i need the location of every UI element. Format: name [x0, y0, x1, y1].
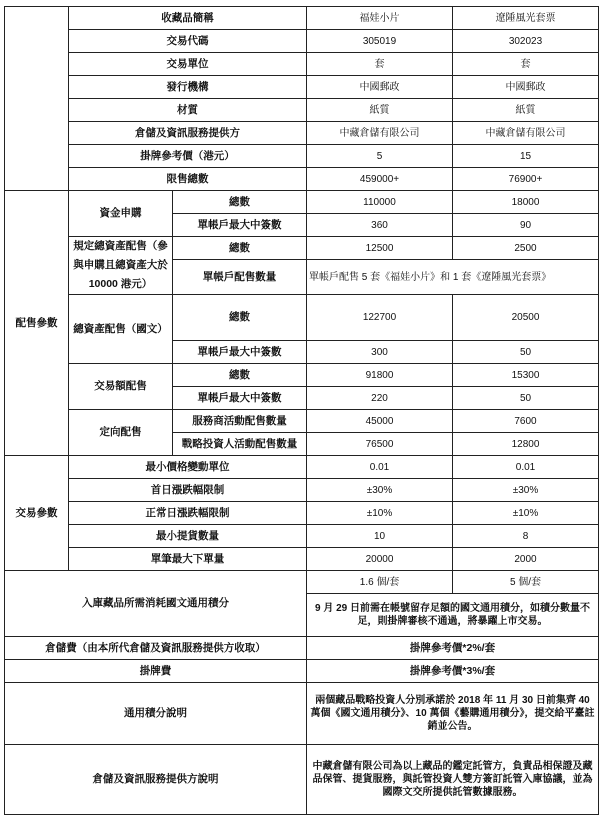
material-2: 紙質 [453, 99, 599, 122]
specified-qty-text: 單帳戶配售 5 套《福娃小片》和 1 套《遼陲風光套票》 [307, 260, 599, 295]
table-row [5, 525, 599, 548]
listing-fee-label: 掛牌費 [5, 660, 307, 683]
storage-provider-2: 中藏倉儲有限公司 [453, 122, 599, 145]
trading-volume-label: 交易額配售 [69, 364, 173, 410]
capital-max-2: 90 [453, 214, 599, 237]
material-1: 紙質 [307, 99, 453, 122]
listing-fee-value: 掛牌參考價*3%/套 [307, 660, 599, 683]
table-row [5, 410, 599, 433]
table-row [5, 237, 599, 260]
table-row [5, 295, 599, 341]
header-row [5, 7, 599, 30]
normal-day-limit-label: 正常日漲跌幅限制 [69, 502, 307, 525]
trading-volume-max-1: 220 [307, 387, 453, 410]
table-row [5, 76, 599, 99]
table-row [5, 637, 599, 660]
normal-day-limit-1: ±10% [307, 502, 453, 525]
table-row [5, 30, 599, 53]
table-row [5, 145, 599, 168]
storage-provider-label: 倉儲及資訊服務提供方 [69, 122, 307, 145]
min-tick-2: 0.01 [453, 456, 599, 479]
table-row [5, 660, 599, 683]
capital-subscription-label: 資金申購 [69, 191, 173, 237]
trading-volume-max-2: 50 [453, 387, 599, 410]
table-row [5, 99, 599, 122]
storage-provider-1: 中藏倉儲有限公司 [307, 122, 453, 145]
table-row [5, 364, 599, 387]
trading-volume-total-2: 15300 [453, 364, 599, 387]
normal-day-limit-2: ±10% [453, 502, 599, 525]
guowen-points-1: 1.6 個/套 [307, 571, 453, 594]
issuer-2: 中國郵政 [453, 76, 599, 99]
table-row [5, 53, 599, 76]
table-row [5, 683, 599, 745]
storage-fee-label: 倉儲費（由本所代倉儲及資訊服務提供方收取） [5, 637, 307, 660]
reference-price-2: 15 [453, 145, 599, 168]
allocation-section-label: 配售參數 [5, 191, 69, 456]
trading-section-label: 交易參數 [5, 456, 69, 571]
provider-explanation-text: 中藏倉儲有限公司為以上藏品的鑑定託管方，負責品相保證及藏品保管、提貨服務，與託管投資人雙方簽訂託管入庫協議，並為國際文交所提供託管數據服務。 [307, 745, 599, 815]
table-row [5, 745, 599, 815]
trading-code-2: 302023 [453, 30, 599, 53]
table-row [5, 456, 599, 479]
basic-info-left-cell [5, 7, 69, 191]
max-order-1: 20000 [307, 548, 453, 571]
guowen-points-note: 9 月 29 日前需在帳號留存足額的國文通用積分，如積分數量不足，則掛牌審核不通過，將暴躍上市交易。 [307, 594, 599, 637]
directed-service-2: 7600 [453, 410, 599, 433]
restricted-total-label: 限售總數 [69, 168, 307, 191]
trading-unit-1: 套 [307, 53, 453, 76]
guowen-points-label: 入庫藏品所需消耗國文通用積分 [5, 571, 307, 637]
min-pickup-2: 8 [453, 525, 599, 548]
specified-total-2: 2500 [453, 237, 599, 260]
issuer-label: 發行機構 [69, 76, 307, 99]
table-row [5, 122, 599, 145]
total-assets-label: 總資產配售（國文） [69, 295, 173, 364]
first-day-limit-2: ±30% [453, 479, 599, 502]
restricted-total-2: 76900+ [453, 168, 599, 191]
specified-total-label: 總數 [173, 237, 307, 260]
guowen-points-2: 5 個/套 [453, 571, 599, 594]
directed-label: 定向配售 [69, 410, 173, 456]
total-assets-max-2: 50 [453, 341, 599, 364]
total-assets-max-1: 300 [307, 341, 453, 364]
max-order-label: 單筆最大下單量 [69, 548, 307, 571]
first-day-limit-1: ±30% [307, 479, 453, 502]
total-assets-total-label: 總數 [173, 295, 307, 341]
trading-volume-total-label: 總數 [173, 364, 307, 387]
storage-fee-value: 掛牌參考價*2%/套 [307, 637, 599, 660]
listing-parameters-table [4, 6, 599, 815]
reference-price-1: 5 [307, 145, 453, 168]
directed-strategic-2: 12800 [453, 433, 599, 456]
directed-service-label: 服務商活動配售數量 [173, 410, 307, 433]
points-explanation-text: 兩個藏品戰略投資人分別承諾於 2018 年 11 月 30 日前集齊 40 萬個《國文通用積分》、10 萬個《藝購通用積分》，提交給平臺註銷並公告。 [307, 683, 599, 745]
capital-max-1: 360 [307, 214, 453, 237]
capital-total-2: 18000 [453, 191, 599, 214]
min-pickup-label: 最小提貨數量 [69, 525, 307, 548]
restricted-total-1: 459000+ [307, 168, 453, 191]
points-explanation-label: 通用積分說明 [5, 683, 307, 745]
total-assets-total-1: 122700 [307, 295, 453, 341]
table-row [5, 571, 599, 594]
directed-strategic-1: 76500 [307, 433, 453, 456]
first-day-limit-label: 首日漲跌幅限制 [69, 479, 307, 502]
table-row [5, 168, 599, 191]
table-row [5, 548, 599, 571]
directed-strategic-label: 戰略投資人活動配售數量 [173, 433, 307, 456]
capital-max-label: 單帳戶最大中簽數 [173, 214, 307, 237]
total-assets-total-2: 20500 [453, 295, 599, 341]
specified-assets-label: 規定總資產配售（參與申購且總資產大於 10000 港元） [69, 237, 173, 295]
table-row [5, 191, 599, 214]
max-order-2: 2000 [453, 548, 599, 571]
material-label: 材質 [69, 99, 307, 122]
trading-unit-label: 交易單位 [69, 53, 307, 76]
trading-unit-2: 套 [453, 53, 599, 76]
directed-service-1: 45000 [307, 410, 453, 433]
min-tick-1: 0.01 [307, 456, 453, 479]
provider-explanation-label: 倉儲及資訊服務提供方說明 [5, 745, 307, 815]
trading-code-1: 305019 [307, 30, 453, 53]
capital-total-label: 總數 [173, 191, 307, 214]
specified-qty-label: 單帳戶配售數量 [173, 260, 307, 295]
min-tick-label: 最小價格變動單位 [69, 456, 307, 479]
trading-volume-max-label: 單帳戶最大中簽數 [173, 387, 307, 410]
trading-volume-total-1: 91800 [307, 364, 453, 387]
specified-total-1: 12500 [307, 237, 453, 260]
product-1-name: 福娃小片 [307, 7, 453, 30]
collectible-name-label: 收藏品簡稱 [69, 7, 307, 30]
total-assets-max-label: 單帳戶最大中簽數 [173, 341, 307, 364]
issuer-1: 中國郵政 [307, 76, 453, 99]
product-2-name: 遼陲風光套票 [453, 7, 599, 30]
table-row [5, 502, 599, 525]
min-pickup-1: 10 [307, 525, 453, 548]
reference-price-label: 掛牌參考價（港元） [69, 145, 307, 168]
table-row [5, 479, 599, 502]
capital-total-1: 110000 [307, 191, 453, 214]
trading-code-label: 交易代碼 [69, 30, 307, 53]
